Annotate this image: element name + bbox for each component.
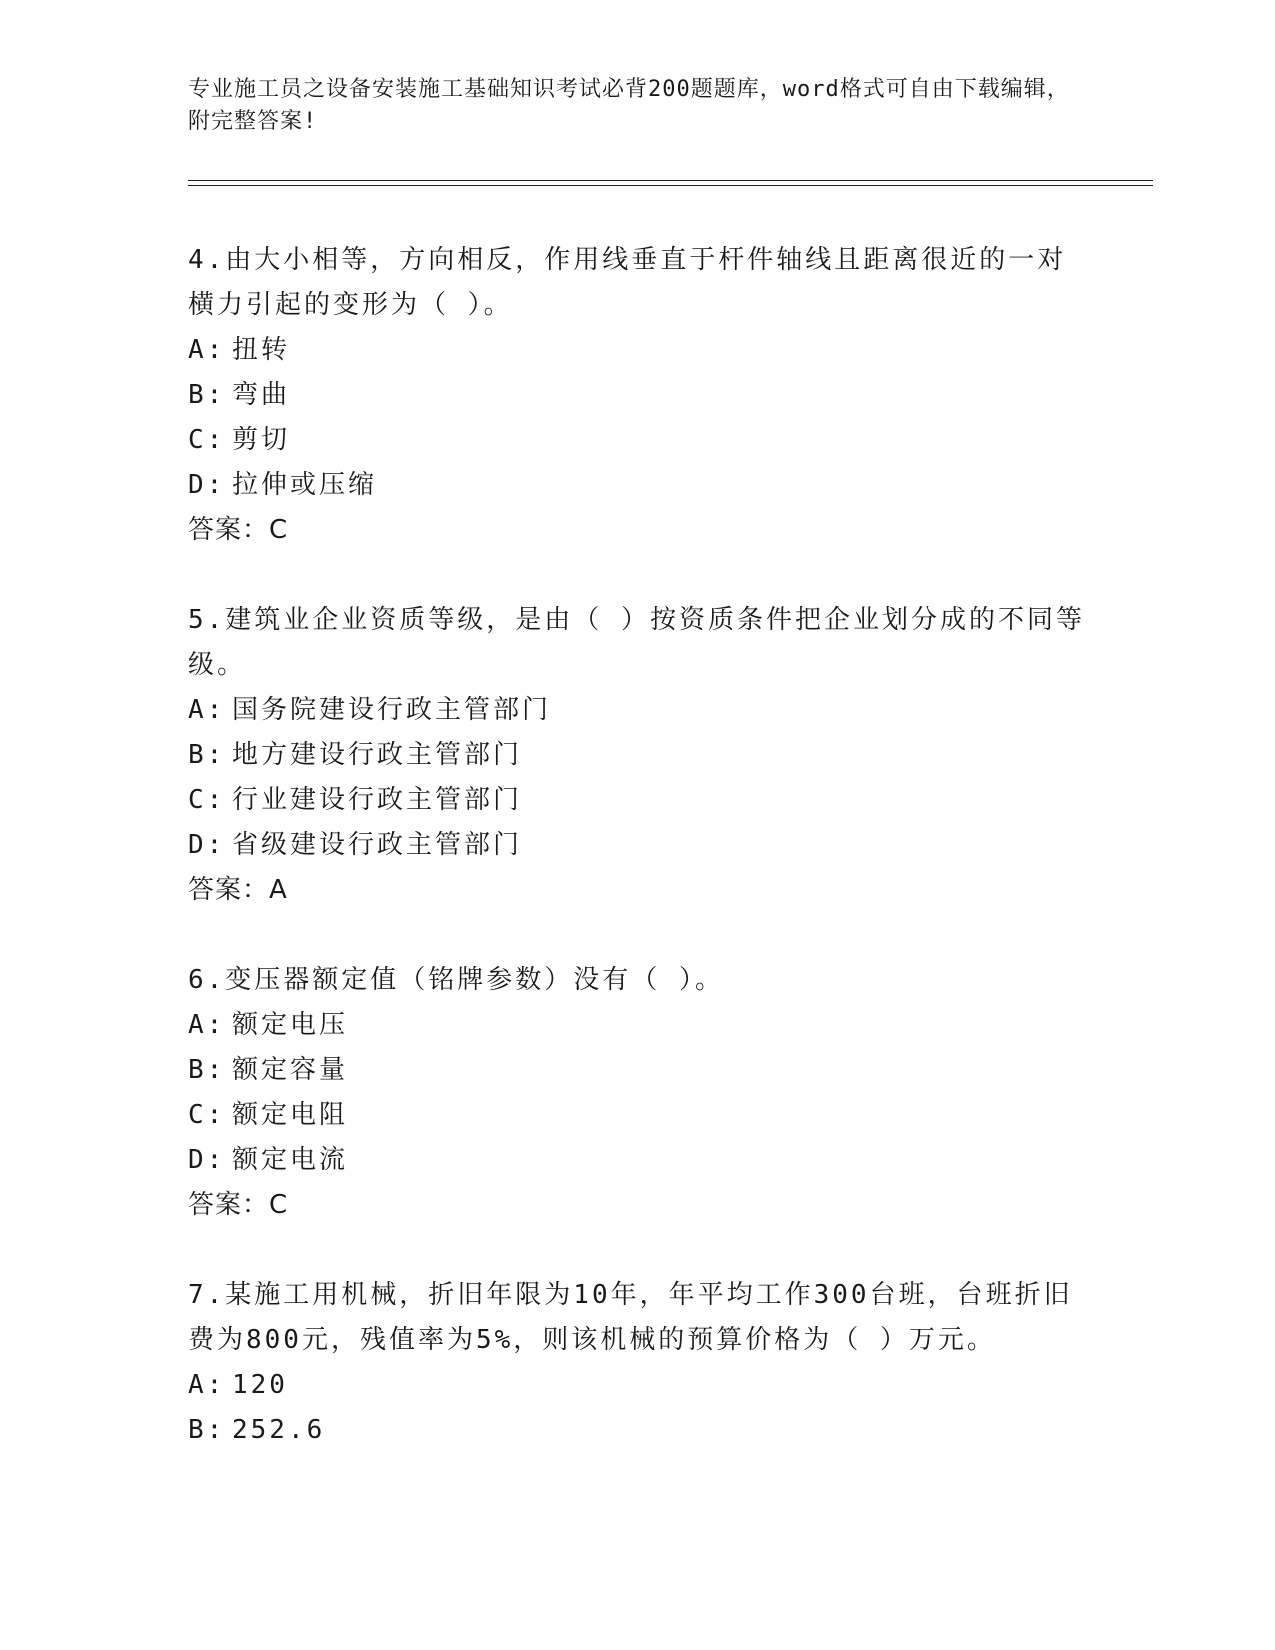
option-letter: A:: [188, 695, 226, 725]
option-b: [188, 373, 1088, 418]
option-b: [188, 1048, 1088, 1093]
question-text: 7.某施工用机械，折旧年限为10年，年平均工作300台班，台班折旧费为800元，残值率为5%，则该机械的预算价格为（ ）万元。: [188, 1280, 1073, 1355]
option-text: 252.6: [232, 1415, 326, 1445]
header-divider-top: [188, 180, 1153, 181]
question-text: 6.变压器额定值（铭牌参数）没有（ ）。: [188, 965, 724, 995]
option-letter: B:: [188, 380, 226, 410]
option-text: 额定容量: [232, 1055, 349, 1085]
option-text: 拉伸或压缩: [232, 470, 378, 500]
question-text: 5.建筑业企业资质等级，是由（ ）按资质条件把企业划分成的不同等级。: [188, 605, 1085, 680]
option-text: 行业建设行政主管部门: [232, 785, 523, 815]
option-text: 地方建设行政主管部门: [232, 740, 523, 770]
option-text: 额定电压: [232, 1010, 349, 1040]
answer-line: 答案：A: [188, 875, 288, 905]
option-text: 剪切: [232, 425, 291, 455]
option-d: [188, 823, 1088, 868]
option-letter: D:: [188, 470, 226, 500]
option-text: 弯曲: [232, 380, 291, 410]
question-item: [188, 598, 1088, 913]
option-text: 120: [232, 1370, 288, 1400]
option-letter: A:: [188, 1370, 226, 1400]
option-text: 扭转: [232, 335, 291, 365]
option-text: 国务院建设行政主管部门: [232, 695, 552, 725]
option-letter: A:: [188, 1010, 226, 1040]
option-d: [188, 1138, 1088, 1183]
option-text: 省级建设行政主管部门: [232, 830, 523, 860]
option-letter: D:: [188, 1145, 226, 1175]
option-c: [188, 418, 1088, 463]
option-d: [188, 463, 1088, 508]
document-header: 专业施工员之设备安装施工基础知识考试必背200题题库，word格式可自由下载编辑，附完整答案!: [188, 77, 1070, 134]
option-a: [188, 328, 1088, 373]
option-c: [188, 778, 1088, 823]
option-a: [188, 688, 1088, 733]
question-item: [188, 238, 1088, 553]
option-letter: C:: [188, 1100, 226, 1130]
answer-line: 答案：C: [188, 1190, 289, 1220]
option-text: 额定电阻: [232, 1100, 349, 1130]
question-text: 4.由大小相等，方向相反，作用线垂直于杆件轴线且距离很近的一对横力引起的变形为（ ）。: [188, 245, 1067, 320]
option-text: 额定电流: [232, 1145, 349, 1175]
option-letter: C:: [188, 785, 226, 815]
question-item: [188, 1273, 1088, 1453]
question-list: [188, 238, 1088, 1498]
option-letter: B:: [188, 740, 226, 770]
answer-line: 答案：C: [188, 515, 289, 545]
option-a: [188, 1363, 1088, 1408]
option-b: [188, 1408, 1088, 1453]
option-letter: B:: [188, 1055, 226, 1085]
header-divider-bottom: [188, 185, 1153, 186]
option-c: [188, 1093, 1088, 1138]
option-letter: A:: [188, 335, 226, 365]
option-letter: B:: [188, 1415, 226, 1445]
option-letter: C:: [188, 425, 226, 455]
option-a: [188, 1003, 1088, 1048]
option-b: [188, 733, 1088, 778]
option-letter: D:: [188, 830, 226, 860]
question-item: [188, 958, 1088, 1228]
